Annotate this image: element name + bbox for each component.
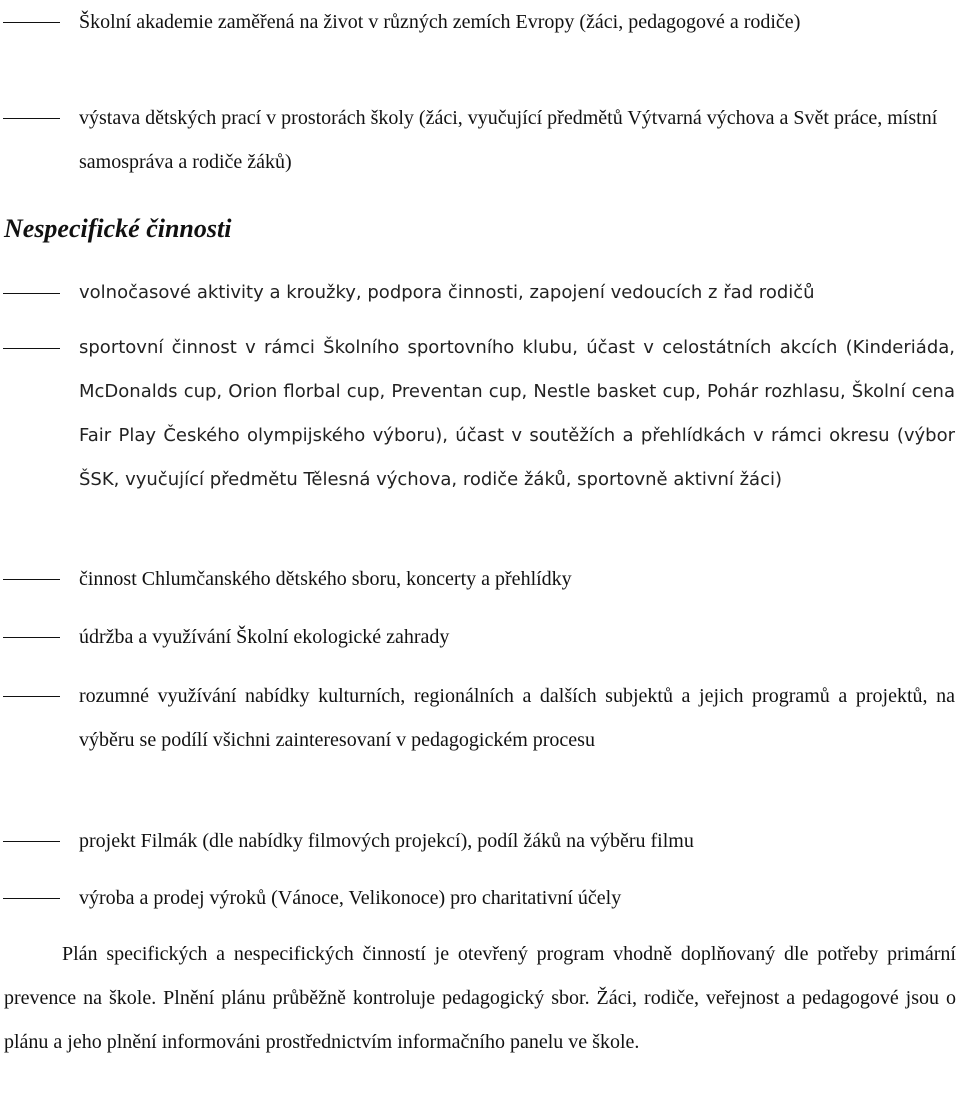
dash-bullet	[3, 898, 60, 899]
closing-paragraph-text: Plán specifických a nespecifických činností je otevřený program vhodně doplňovaný dle potřeby primární prevence na škole. Plnění plánu průběžně kontroluje pedagogický sbor. Žáci, rodiče, veřejnost a pedagogové jsou o plánu a jeho plnění informováni prostřednictvím informačního panelu ve škole.	[4, 943, 956, 1053]
list-item-text: rozumné využívání nabídky kulturních, regionálních a dalších subjektů a jejich programů a projektů, na výběru se podílí všichni zainteresovaní v pedagogickém procesu	[79, 685, 955, 751]
dash-bullet	[3, 118, 60, 119]
section-heading: Nespecifické činnosti	[4, 214, 232, 243]
list-item	[0, 876, 959, 920]
list-item	[0, 557, 959, 601]
list-item	[0, 674, 959, 762]
list-item-text: sportovní činnost v rámci Školního sportovního klubu, účast v celostátních akcích (Kinderiáda, McDonalds cup, Orion florbal cup, Preventan cup, Nestle basket cup, Pohár rozhlasu, Školní cena Fair Play Českého olympijského výboru), účast v soutěžích a přehlídkách v rámci okresu (výbor ŠSK, vyučující předmětu Tělesná výchova, rodiče žáků, sportovně aktivní žáci)	[79, 337, 955, 490]
list-item	[0, 0, 959, 44]
dash-bullet	[3, 579, 60, 580]
dash-bullet	[3, 22, 60, 23]
list-item	[0, 271, 959, 315]
list-item	[0, 96, 959, 184]
list-item-text: údržba a využívání Školní ekologické zahrady	[79, 626, 450, 648]
closing-paragraph	[4, 932, 956, 1064]
dash-bullet	[3, 293, 60, 294]
list-item	[0, 819, 959, 863]
list-item-text: činnost Chlumčanského dětského sboru, koncerty a přehlídky	[79, 568, 572, 590]
dash-bullet	[3, 348, 60, 349]
list-item	[0, 326, 959, 502]
dash-bullet	[3, 637, 60, 638]
list-item-text: Školní akademie zaměřená na život v různých zemích Evropy (žáci, pedagogové a rodiče)	[79, 11, 801, 33]
list-item-text: volnočasové aktivity a kroužky, podpora činnosti, zapojení vedoucích z řad rodičů	[79, 282, 815, 303]
list-item-text: výroba a prodej výroků (Vánoce, Velikonoce) pro charitativní účely	[79, 887, 622, 909]
dash-bullet	[3, 841, 60, 842]
list-item	[0, 615, 959, 659]
list-item-text: projekt Filmák (dle nabídky filmových projekcí), podíl žáků na výběru filmu	[79, 830, 694, 852]
dash-bullet	[3, 696, 60, 697]
list-item-text: výstava dětských prací v prostorách školy (žáci, vyučující předmětů Výtvarná výchova a Svět práce, místní samospráva a rodiče žáků)	[79, 107, 938, 173]
